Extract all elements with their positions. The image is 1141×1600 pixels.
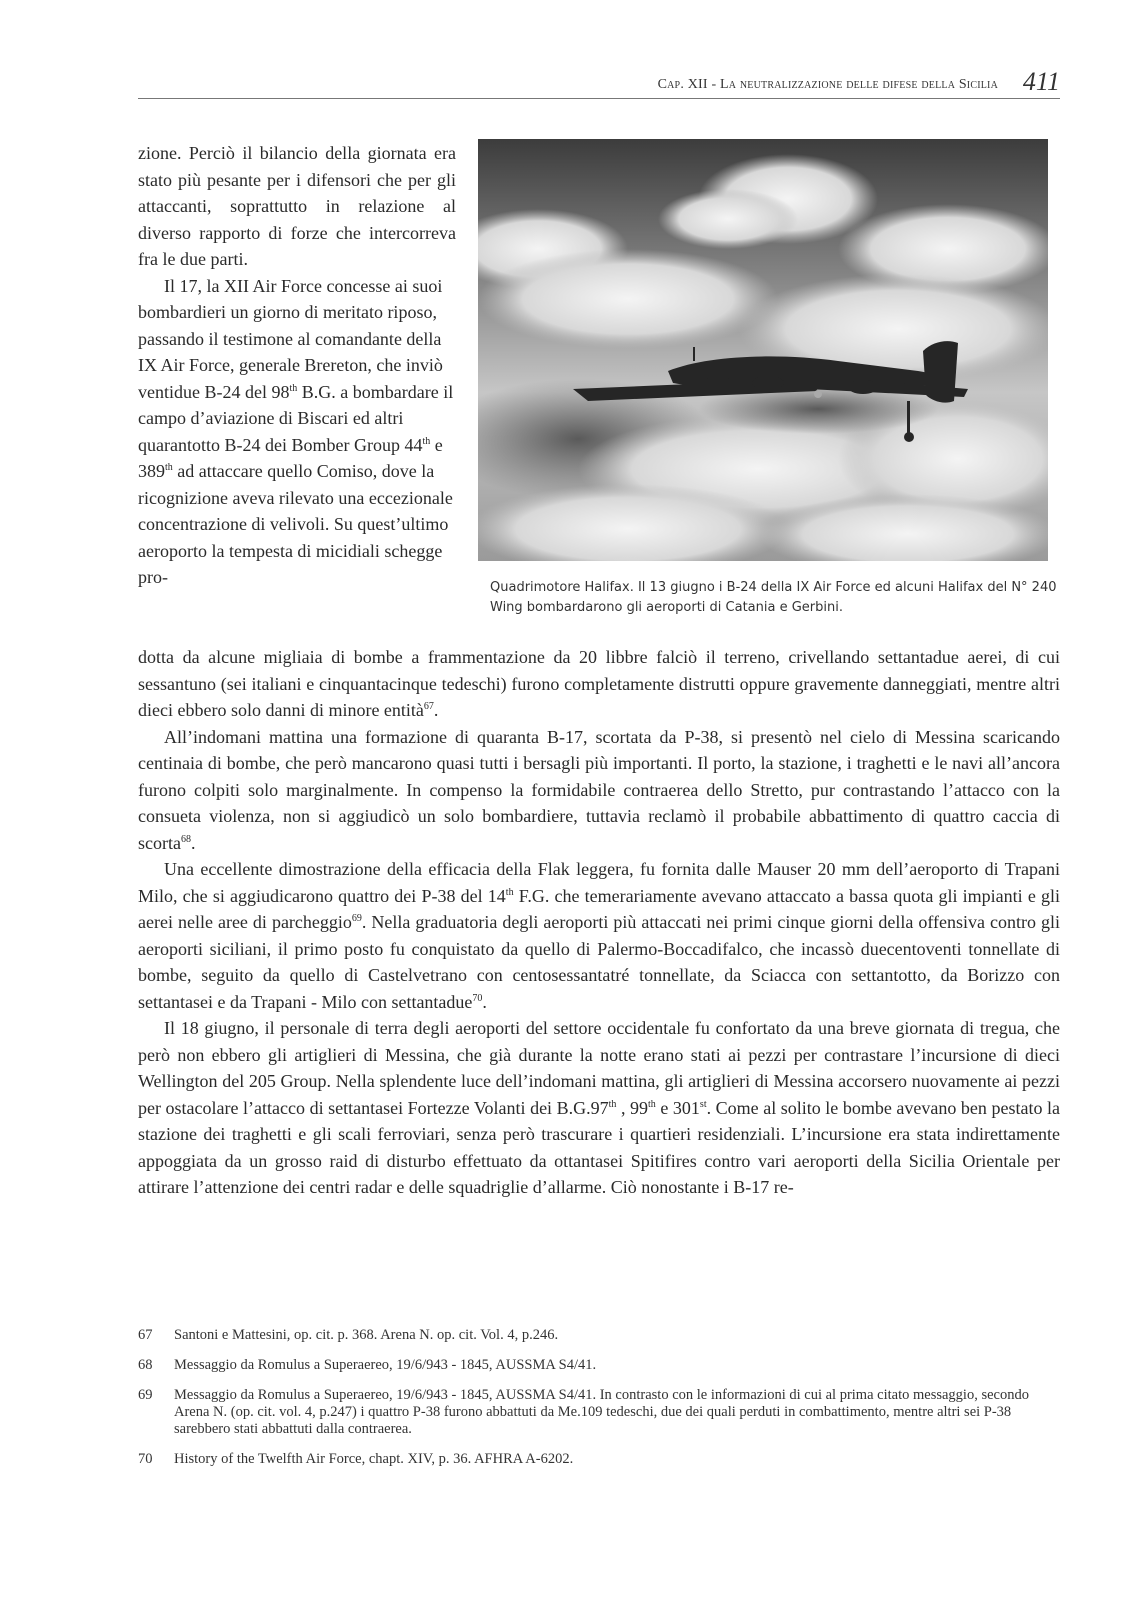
paragraph-2-continued: dotta da alcune migliaia di bombe a frammentazione da 20 libbre falciò il terreno, crivellando settantadue aerei, di cui sessantuno (sei italiani e cinquantacinque tedeschi) furono completamente distrutti oppure gravemente danneggiati, mentre altri dieci ebbero solo danni di minore entità$^{67}$.	[138, 647, 1060, 720]
superscript-th: th	[289, 382, 298, 394]
paragraph-2	[138, 273, 456, 591]
superscript-th: th	[608, 1098, 617, 1110]
page-number: 411	[1022, 67, 1060, 96]
paragraph-2-text-b: B.G. a bombardare il campo d’aviazione di Biscari ed altri quarantotto B-24 dei Bomber Group 44	[138, 381, 454, 455]
footnote-68	[138, 1357, 1060, 1374]
halifax-photo	[478, 139, 1048, 561]
footnote-69	[138, 1387, 1060, 1438]
paragraph-5-text-a: Il 18 giugno, il personale di terra degli aeroporti del settore occidentale fu confortato da una breve giornata di tregua, che però non ebbero gli artiglieri di Messina, che già durante la notte erano stati ai pezzi per contrastare l’incursione di dieci Wellington del 205 Group. Nella splendente luce dell’indomani mattina, gli artiglieri di Messina accorsero nuovamente ai pezzi per ostacolare l’attacco di settantasei Fortezze Volanti dei B.G.97	[138, 1018, 1060, 1118]
paragraph-4-text-a: Una eccellente dimostrazione della efficacia della Flak leggera, fu fornita dalle Mauser 20 mm dell’aeroporto di Trapani Milo, che si aggiudicarono quattro dei P-38 del 14	[138, 859, 1060, 906]
footnote-number: 69	[138, 1387, 153, 1403]
footnote-number: 68	[138, 1357, 153, 1373]
footnote-number: 67	[138, 1327, 153, 1343]
left-column	[138, 140, 456, 591]
paragraph-4: Una eccellente dimostrazione della efficacia della Flak leggera, fu fornita dalle Mauser 20 mm dell’aeroporto di Trapani Milo, che si aggiudicarono quattro dei P-38 del 14th F.G. che temerariamente avevano attaccato a bassa quota gli impianti e gli aerei nelle aree di parcheggio$^{69}$. Nella graduatoria degli aeroporti più attaccati nei primi cinque giorni della offensiva contro gli aeroporti siciliani, il primo posto fu conquistato da quello di Palermo-Boccadifalco, che incassò duecentoventi tonnellate di bombe, seguito da quello di Castelvetrano con centosessantatré tonnellate, da Sciacca con settantotto, da Borizzo con settantasei e da Trapani - Milo con settantadue$^{70}$.	[138, 859, 1060, 1012]
footnote-text: Santoni e Mattesini, op. cit. p. 368. Arena N. op. cit. Vol. 4, p.246.	[174, 1327, 559, 1343]
footnote-ref-67: 67	[423, 701, 434, 712]
paragraph-5	[138, 1015, 1060, 1201]
photo-caption: Quadrimotore Halifax. Il 13 giugno i B-24 della IX Air Force ed alcuni Halifax del N° 240 Wing bombardarono gli aeroporti di Catania e Gerbini.	[490, 580, 1057, 615]
paragraph-5-text-d: . Come al solito le bombe avevano ben pestato la stazione dei traghetti e gli scali ferroviari, senza però trascurare i quartieri residenziali. L’incursione era stata indirettamente appoggiata da un grosso raid di disturbo effettuato da ottantasei Spitifires contro vari aeroporti della Sicilia Orientale per attirare l’attenzione dei centri radar e delle squadriglie d’allarme. Ciò nonostante i B-17 re-	[138, 1097, 1061, 1197]
footnote-ref-70: 70	[472, 992, 483, 1004]
superscript-th: th	[422, 435, 431, 447]
paragraph-5-text-c: e 301	[655, 1097, 700, 1118]
superscript-th: th	[505, 886, 514, 898]
chapter-title: Cap. XII - La neutralizzazione delle difese della Sicilia	[657, 77, 998, 92]
paragraph-1: zione. Perciò il bilancio della giornata era stato più pesante per i difensori che per gli attaccanti, soprattutto in relazione al diverso rapporto di forze che intercorreva fra le due parti.	[138, 143, 456, 269]
running-header	[138, 66, 1060, 99]
main-text	[138, 644, 1060, 1201]
footnote-70	[138, 1451, 1060, 1468]
footnote-text: Messaggio da Romulus a Superaereo, 19/6/943 - 1845, AUSSMA S4/41.	[174, 1357, 597, 1373]
paragraph-3: All’indomani mattina una formazione di quaranta B-17, scortata da P-38, si presentò nel cielo di Messina scaricando centinaia di bombe, che però mancarono quasi tutti i bersagli più importanti. Il porto, la stazione, i traghetti e le navi all’ancora furono colpiti solo marginalmente. In compenso la formidabile contraerea dello Stretto, pur contrastando l’attacco con la consueta violenza, non si aggiudicò un solo bombardiere, tuttavia reclamò il probabile abbattimento di quattro caccia di scorta$^{68}$.	[138, 726, 1060, 853]
footnote-ref-68: 68	[180, 833, 191, 845]
paragraph-4-text-b: F.G. che temerariamente avevano attaccato a bassa quota gli impianti e gli aerei nelle aree di parcheggio	[138, 885, 1060, 932]
paragraph-3-text: All’indomani mattina una formazione di quaranta B-17, scortata da P-38, si presentò nel cielo di Messina scaricando centinaia di bombe, che però mancarono quasi tutti i bersagli più importanti. Il porto, la stazione, i traghetti e le navi all’ancora furono colpiti solo marginalmente. In compenso la formidabile contraerea dello Stretto, pur contrastando l’attacco con la consueta violenza, non si aggiudicò un solo bombardiere, tuttavia reclamò il probabile abbattimento di quattro caccia di scorta	[138, 726, 1060, 853]
aircraft-image	[478, 139, 1048, 561]
paragraph-2-text-c: e 389	[138, 434, 443, 481]
paragraph-2-text-a: Il 17, la XII Air Force concesse ai suoi bombardieri un giorno di meritato riposo, passando il testimone al comandante della IX Air Force, generale Brereton, che inviò ventidue B-24 del 98	[138, 275, 443, 402]
superscript-th: th	[165, 462, 173, 473]
paragraph-2-text-d: ad attaccare quello Comiso, dove la ricognizione aveva rilevato una eccezionale concentrazione di velivoli. Su quest’ultimo aeroporto la tempesta di micidiali schegge pro-	[138, 461, 453, 587]
paragraph-5-text-b: , 99	[616, 1097, 649, 1118]
footnote-text: History of the Twelfth Air Force, chapt. XIV, p. 36. AFHRA A-6202.	[174, 1451, 574, 1467]
superscript-st: st	[699, 1098, 707, 1110]
paragraph-2-continued-text: dotta da alcune migliaia di bombe a frammentazione da 20 libbre falciò il terreno, crivellando settantadue aerei, di cui sessantuno (sei italiani e cinquantacinque tedeschi) furono completamente distrutti oppure gravemente danneggiati, mentre altri dieci ebbero solo danni di minore entità	[138, 647, 1060, 720]
footnote-text: Messaggio da Romulus a Superaereo, 19/6/943 - 1845, AUSSMA S4/41. In contrasto con le informazioni di cui al prima citato messaggio, secondo Arena N. (op. cit. vol. 4, p.247) i quattro P-38 furono abbattuti da Me.109 tedeschi, due dei quali perduti in combattimento, mentre altri sei P-38 sarebbero stati abbattuti dalla contraerea.	[174, 1387, 1029, 1437]
footnote-ref-69: 69	[351, 913, 362, 924]
footnotes	[138, 1327, 1060, 1481]
footnote-number: 70	[138, 1451, 153, 1467]
footnote-67	[138, 1327, 1060, 1344]
superscript-th: th	[648, 1098, 656, 1110]
paragraph-4-text-c: . Nella graduatoria degli aeroporti più attaccati nei primi cinque giorni della offensiva contro gli aeroporti siciliani, il primo posto fu conquistato da quello di Palermo-Boccadifalco, che incassò duecentoventi tonnellate di bombe, seguito da quello di Castelvetrano con centosessantatré tonnellate, da Sciacca con settantotto, da Borizzo con settantasei e da Trapani - Milo con settantadue	[138, 912, 1060, 1012]
